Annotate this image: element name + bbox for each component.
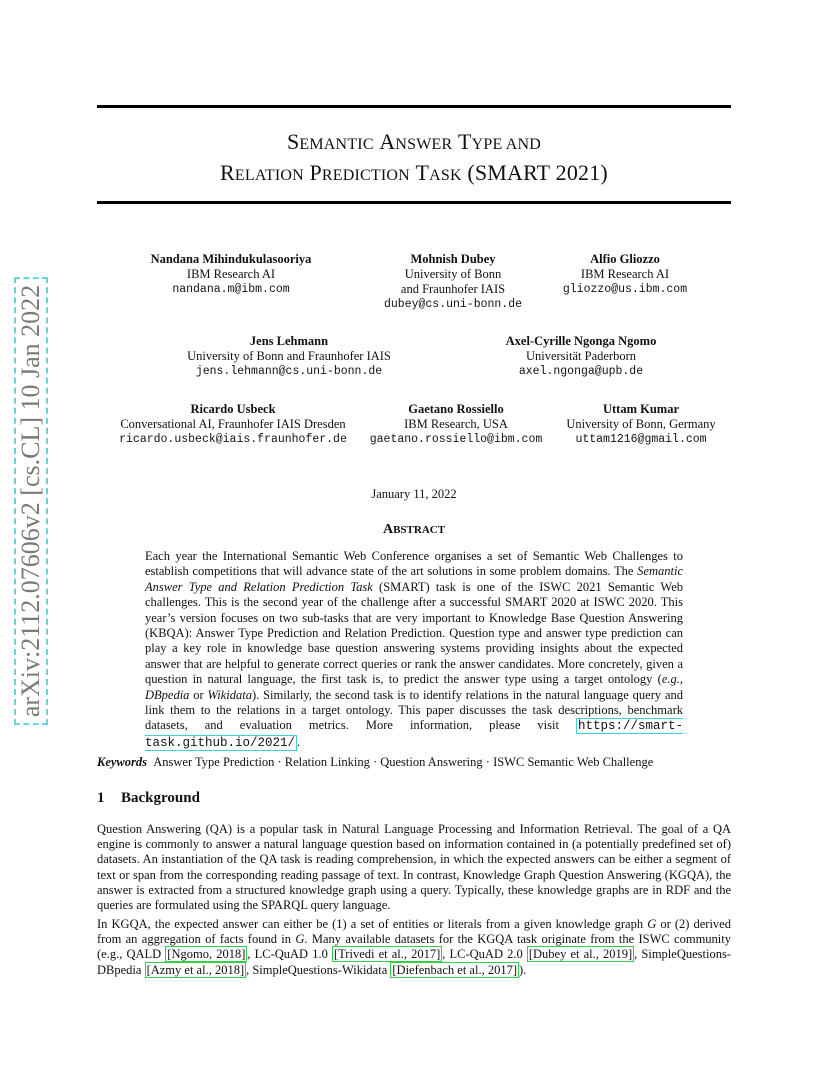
arxiv-stamp [14,263,48,739]
keywords-text: Answer Type Prediction · Relation Linking · Question Answering · ISWC Semantic Web Challenge [153,755,654,769]
author-affiliation: Universität Paderborn [525,349,637,363]
author-email[interactable]: axel.ngonga@upb.de [518,365,644,378]
abstract-heading: ABSTRACT [382,522,446,537]
author-block [540,252,710,297]
title-rule-top [97,105,731,108]
author-affiliation: IBM Research AI [186,267,276,281]
paper-title [97,128,731,190]
author-block [556,402,726,447]
author-name: Jens Lehmann [249,334,329,348]
task-url-link[interactable]: https://smart-task.github.io/2021/ [145,719,683,750]
keywords-label: Keywords [97,755,147,769]
paragraph: In KGQA, the expected answer can either be (1) a set of entities or literals from a given knowledge graph G or (2) derived from an aggregation of facts found in G. Many available datasets for the KGQA task originate from the ISWC community (e.g., QALD [Ngomo, 2018] , LC-QuAD 1.0 [Trivedi et al., 2017] , LC-QuAD 2.0 [Dubey et al., 2019] , SimpleQuestions-DBpedia [Azmy et al., 2018] , SimpleQuestions-Wikidata [Diefenbach et al., 2017] ). [97,917,731,977]
author-name: Uttam Kumar [602,402,680,416]
title-line-2: RELATION PREDICTION TASK (SMART 2021) [220,160,608,185]
author-block [100,252,362,297]
author-email[interactable]: gaetano.rossiello@ibm.com [369,433,543,446]
keywords-line [97,755,737,770]
arxiv-identifier[interactable]: arXiv:2112.07606v2 [cs.CL] 10 Jan 2022 [14,277,48,725]
author-name: Gaetano Rossiello [408,402,504,416]
author-email[interactable]: ricardo.usbeck@iais.fraunhofer.de [119,433,347,446]
citation-link[interactable]: [Ngomo, 2018] [167,947,246,962]
paragraph: Question Answering (QA) is a popular task in Natural Language Processing and Information Retrieval. The goal of a QA engine is commonly to answer a natural language question based on information contained in (a potentially predefined set of) datasets. An instantiation of the QA task is reading comprehension, in which the expected answers can be either a segment of text or span from the corresponding reading passage of text. In contrast, Knowledge Graph Question Answering (KGQA), the answer is extracted from a structured knowledge graph using a query. Typically, these knowledge graphs are in RDF and the queries are formulated using the SPARQL query language. [97,822,731,913]
author-name: Ricardo Usbeck [190,402,276,416]
title-rule-bottom [97,201,731,204]
author-email[interactable]: nandana.m@ibm.com [172,283,290,296]
author-block [466,334,696,379]
author-name: Axel-Cyrille Ngonga Ngomo [505,334,657,348]
author-name: Alfio Gliozzo [590,252,660,266]
author-email[interactable]: uttam1216@gmail.com [575,433,707,446]
author-affiliation: Conversational AI, Fraunhofer IAIS Dresden [120,417,346,431]
author-email[interactable]: dubey@cs.uni-bonn.de [383,298,523,311]
author-affiliation: and Fraunhofer IAIS [400,282,506,296]
author-name: Nandana Mihindukulasooriya [150,252,312,266]
author-affiliation: University of Bonn, Germany [566,417,716,431]
section-number: 1 [97,790,105,806]
author-block [342,252,564,312]
task-name: Semantic Answer Type and Relation Prediction Task [145,564,683,594]
author-email[interactable]: gliozzo@us.ibm.com [562,283,688,296]
author-block [100,402,366,447]
section-title: Background [121,790,200,806]
citation-link[interactable]: [Dubey et al., 2019] [528,947,633,962]
citation-link[interactable]: [Diefenbach et al., 2017] [392,962,517,977]
author-affiliation: IBM Research, USA [404,417,508,431]
section-heading [97,790,200,807]
author-email[interactable]: jens.lehmann@cs.uni-bonn.de [195,365,383,378]
author-affiliation: University of Bonn [404,267,502,281]
author-affiliation: IBM Research AI [580,267,670,281]
author-affiliation: University of Bonn and Fraunhofer IAIS [187,349,391,363]
publication-date: January 11, 2022 [371,487,457,501]
abstract-body: Each year the International Semantic Web Conference organises a set of Semantic Web Challenges to establish competitions that will advance state of the art solutions in some problem domains. The Semantic Answer Type and Relation Prediction Task (SMART) task is one of the ISWC 2021 Semantic Web challenges. This is the second year of the challenge after a successful SMART 2020 at ISWC 2020. This year’s version focuses on two sub-tasks that are very important to Knowledge Base Question Answering (KBQA): Answer Type Prediction and Relation Prediction. Question type and answer type prediction can play a key role in knowledge base question answering systems providing insights about the expected answer that are helpful to generate correct queries or rank the answer candidates. More concretely, given a question in natural language, the first task is, to predict the answer type using a target ontology (e.g., DBpedia or Wikidata). Similarly, the second task is to identify relations in the natural language query and link them to the relations in a target ontology. This paper discusses the task descriptions, benchmark datasets, and evaluation metrics. More information, please visit https://smart-task.github.io/2021/ . [145,549,684,750]
citation-link[interactable]: [Azmy et al., 2018] [146,962,245,977]
author-block [358,402,554,447]
author-name: Mohnish Dubey [410,252,496,266]
citation-link[interactable]: [Trivedi et al., 2017] [333,947,441,962]
title-line-1: SEMANTIC ANSWER TYPE AND [286,129,542,154]
author-block [158,334,420,379]
